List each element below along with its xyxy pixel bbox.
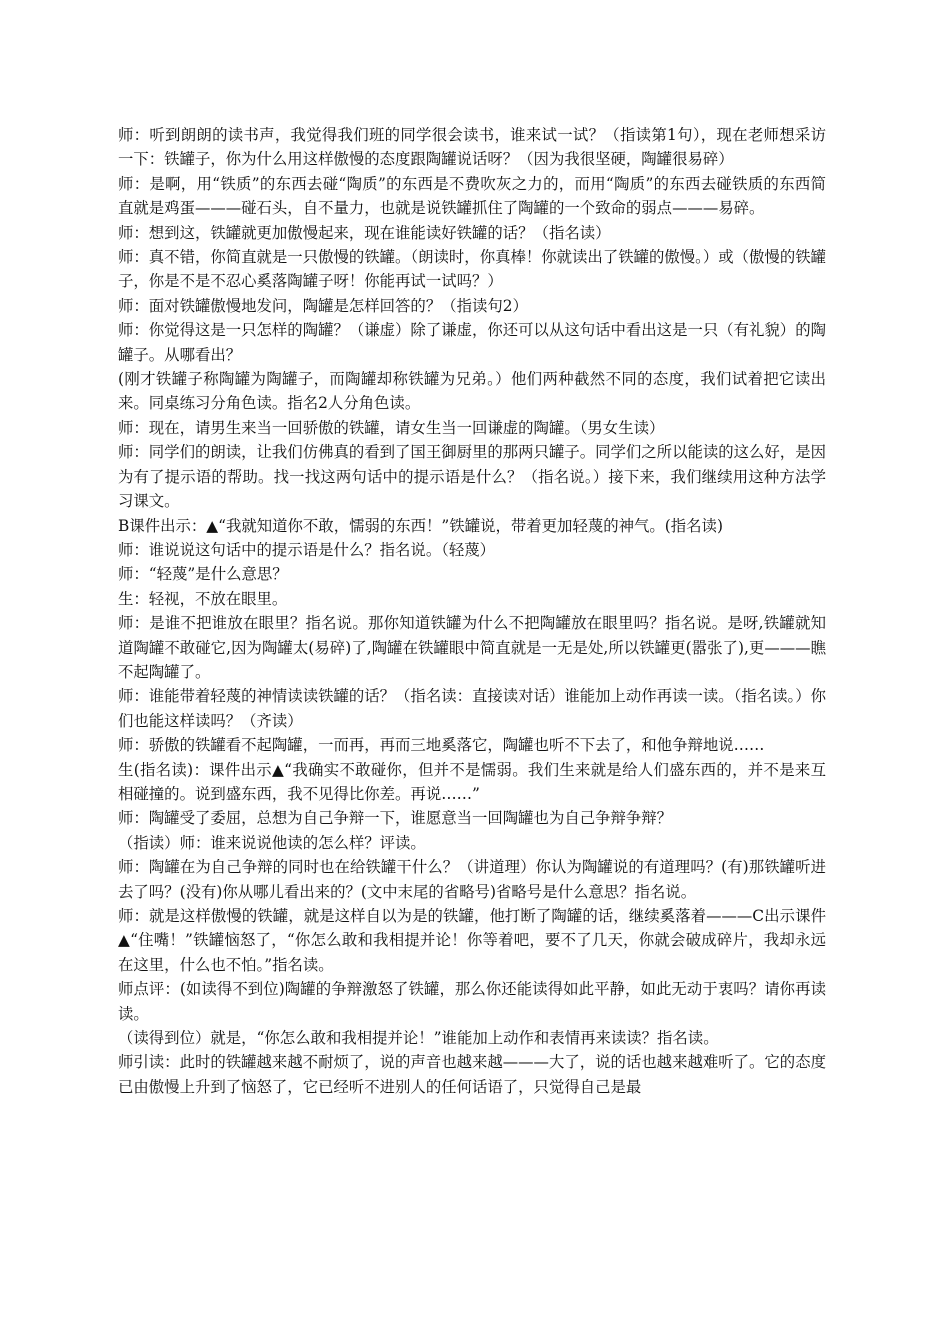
paragraph: 师：谁说说这句话中的提示语是什么？指名说。（轻蔑） — [118, 540, 496, 559]
document-body — [118, 123, 826, 1099]
paragraph: 师：面对铁罐傲慢地发问，陶罐是怎样回答的？（指读句2） — [118, 296, 528, 315]
paragraph: 师：想到这，铁罐就更加傲慢起来，现在谁能读好铁罐的话？（指名读） — [118, 223, 611, 242]
paragraph: 师：谁能带着轻蔑的神情读读铁罐的话？（指名读：直接读对话）谁能加上动作再读一读。（指名读。）你们也能这样读吗？（齐读） — [118, 687, 826, 730]
paragraph: 师：你觉得这是一只怎样的陶罐？（谦虚）除了谦虚，你还可以从这句话中看出这是一只（有礼貌）的陶罐子。从哪看出？ — [118, 321, 826, 364]
paragraph: 师：真不错，你简直就是一只傲慢的铁罐。（朗读时，你真棒！你就读出了铁罐的傲慢。）或（傲慢的铁罐子，你是不是不忍心奚落陶罐子呀！你能再试一试吗？） — [118, 248, 826, 291]
paragraph: B课件出示：▲“我就知道你不敢，懦弱的东西！”铁罐说，带着更加轻蔑的神气。(指名读) — [118, 516, 723, 535]
paragraph: 师：是谁不把谁放在眼里？指名说。那你知道铁罐为什么不把陶罐放在眼里吗？指名说。是呀,铁罐就知道陶罐不敢碰它,因为陶罐太(易碎)了,陶罐在铁罐眼中简直就是一无是处,所以铁罐更(嚣张了),更———瞧不起陶罐了。 — [118, 614, 826, 681]
paragraph: 师引读：此时的铁罐越来越不耐烦了，说的声音也越来越———大了，说的话也越来越难听了。它的态度已由傲慢上升到了恼怒了，它已经听不进别人的任何话语了，只觉得自己是最 — [118, 1053, 826, 1096]
paragraph: 师：听到朗朗的读书声，我觉得我们班的同学很会读书，谁来试一试？（指读第1句），现在老师想采访一下：铁罐子，你为什么用这样傲慢的态度跟陶罐说话呀？（因为我很坚硬，陶罐很易碎） — [118, 126, 826, 169]
paragraph: 师：陶罐受了委屈，总想为自己争辩一下，谁愿意当一回陶罐也为自己争辩争辩？ — [118, 809, 673, 828]
paragraph: 师：就是这样傲慢的铁罐，就是这样自以为是的铁罐，他打断了陶罐的话，继续奚落着———C出示课件▲“住嘴！”铁罐恼怒了，“你怎么敢和我相提并论！你等着吧，要不了几天，你就会破成碎片，我却永远在这里，什么也不怕。”指名读。 — [118, 907, 826, 974]
paragraph: 生(指名读)：课件出示▲“我确实不敢碰你，但并不是懦弱。我们生来就是给人们盛东西的，并不是来互相碰撞的。说到盛东西，我不见得比你差。再说……” — [118, 760, 826, 803]
paragraph: (刚才铁罐子称陶罐为陶罐子，而陶罐却称铁罐为兄弟。）他们两种截然不同的态度，我们试着把它读出来。同桌练习分角色读。指名2人分角色读。 — [118, 370, 826, 413]
paragraph: 师：现在，请男生来当一回骄傲的铁罐，请女生当一回谦虚的陶罐。（男女生读） — [118, 418, 665, 437]
paragraph: 师：陶罐在为自己争辩的同时也在给铁罐干什么？（讲道理）你认为陶罐说的有道理吗？(有)那铁罐听进去了吗？(没有)你从哪儿看出来的？(文中末尾的省略号)省略号是什么意思？指名说。 — [118, 858, 826, 901]
paragraph: 生：轻视，不放在眼里。 — [118, 589, 288, 608]
paragraph: 师：骄傲的铁罐看不起陶罐，一而再，再而三地奚落它，陶罐也听不下去了，和他争辩地说…… — [118, 736, 765, 755]
paragraph: 师：同学们的朗读，让我们仿佛真的看到了国王御厨里的那两只罐子。同学们之所以能读的这么好，是因为有了提示语的帮助。找一找这两句话中的提示语是什么？（指名说。）接下来，我们继续用这种方法学习课文。 — [118, 443, 826, 511]
paragraph: （读得到位）就是，“你怎么敢和我相提并论！”谁能加上动作和表情再来读读？指名读。 — [118, 1029, 719, 1048]
paragraph: 师：是啊，用“铁质”的东西去碰“陶质”的东西是不费吹灰之力的，而用“陶质”的东西去碰铁质的东西简直就是鸡蛋———碰石头，自不量力，也就是说铁罐抓住了陶罐的一个致命的弱点———易碎。 — [118, 174, 826, 218]
paragraph: 师点评：(如读得不到位)陶罐的争辩激怒了铁罐，那么你还能读得如此平静，如此无动于衷吗？请你再读读。 — [118, 980, 826, 1023]
paragraph: 师：“轻蔑”是什么意思？ — [118, 565, 288, 584]
paragraph: （指读）师：谁来说说他读的怎么样？评读。 — [118, 833, 426, 852]
